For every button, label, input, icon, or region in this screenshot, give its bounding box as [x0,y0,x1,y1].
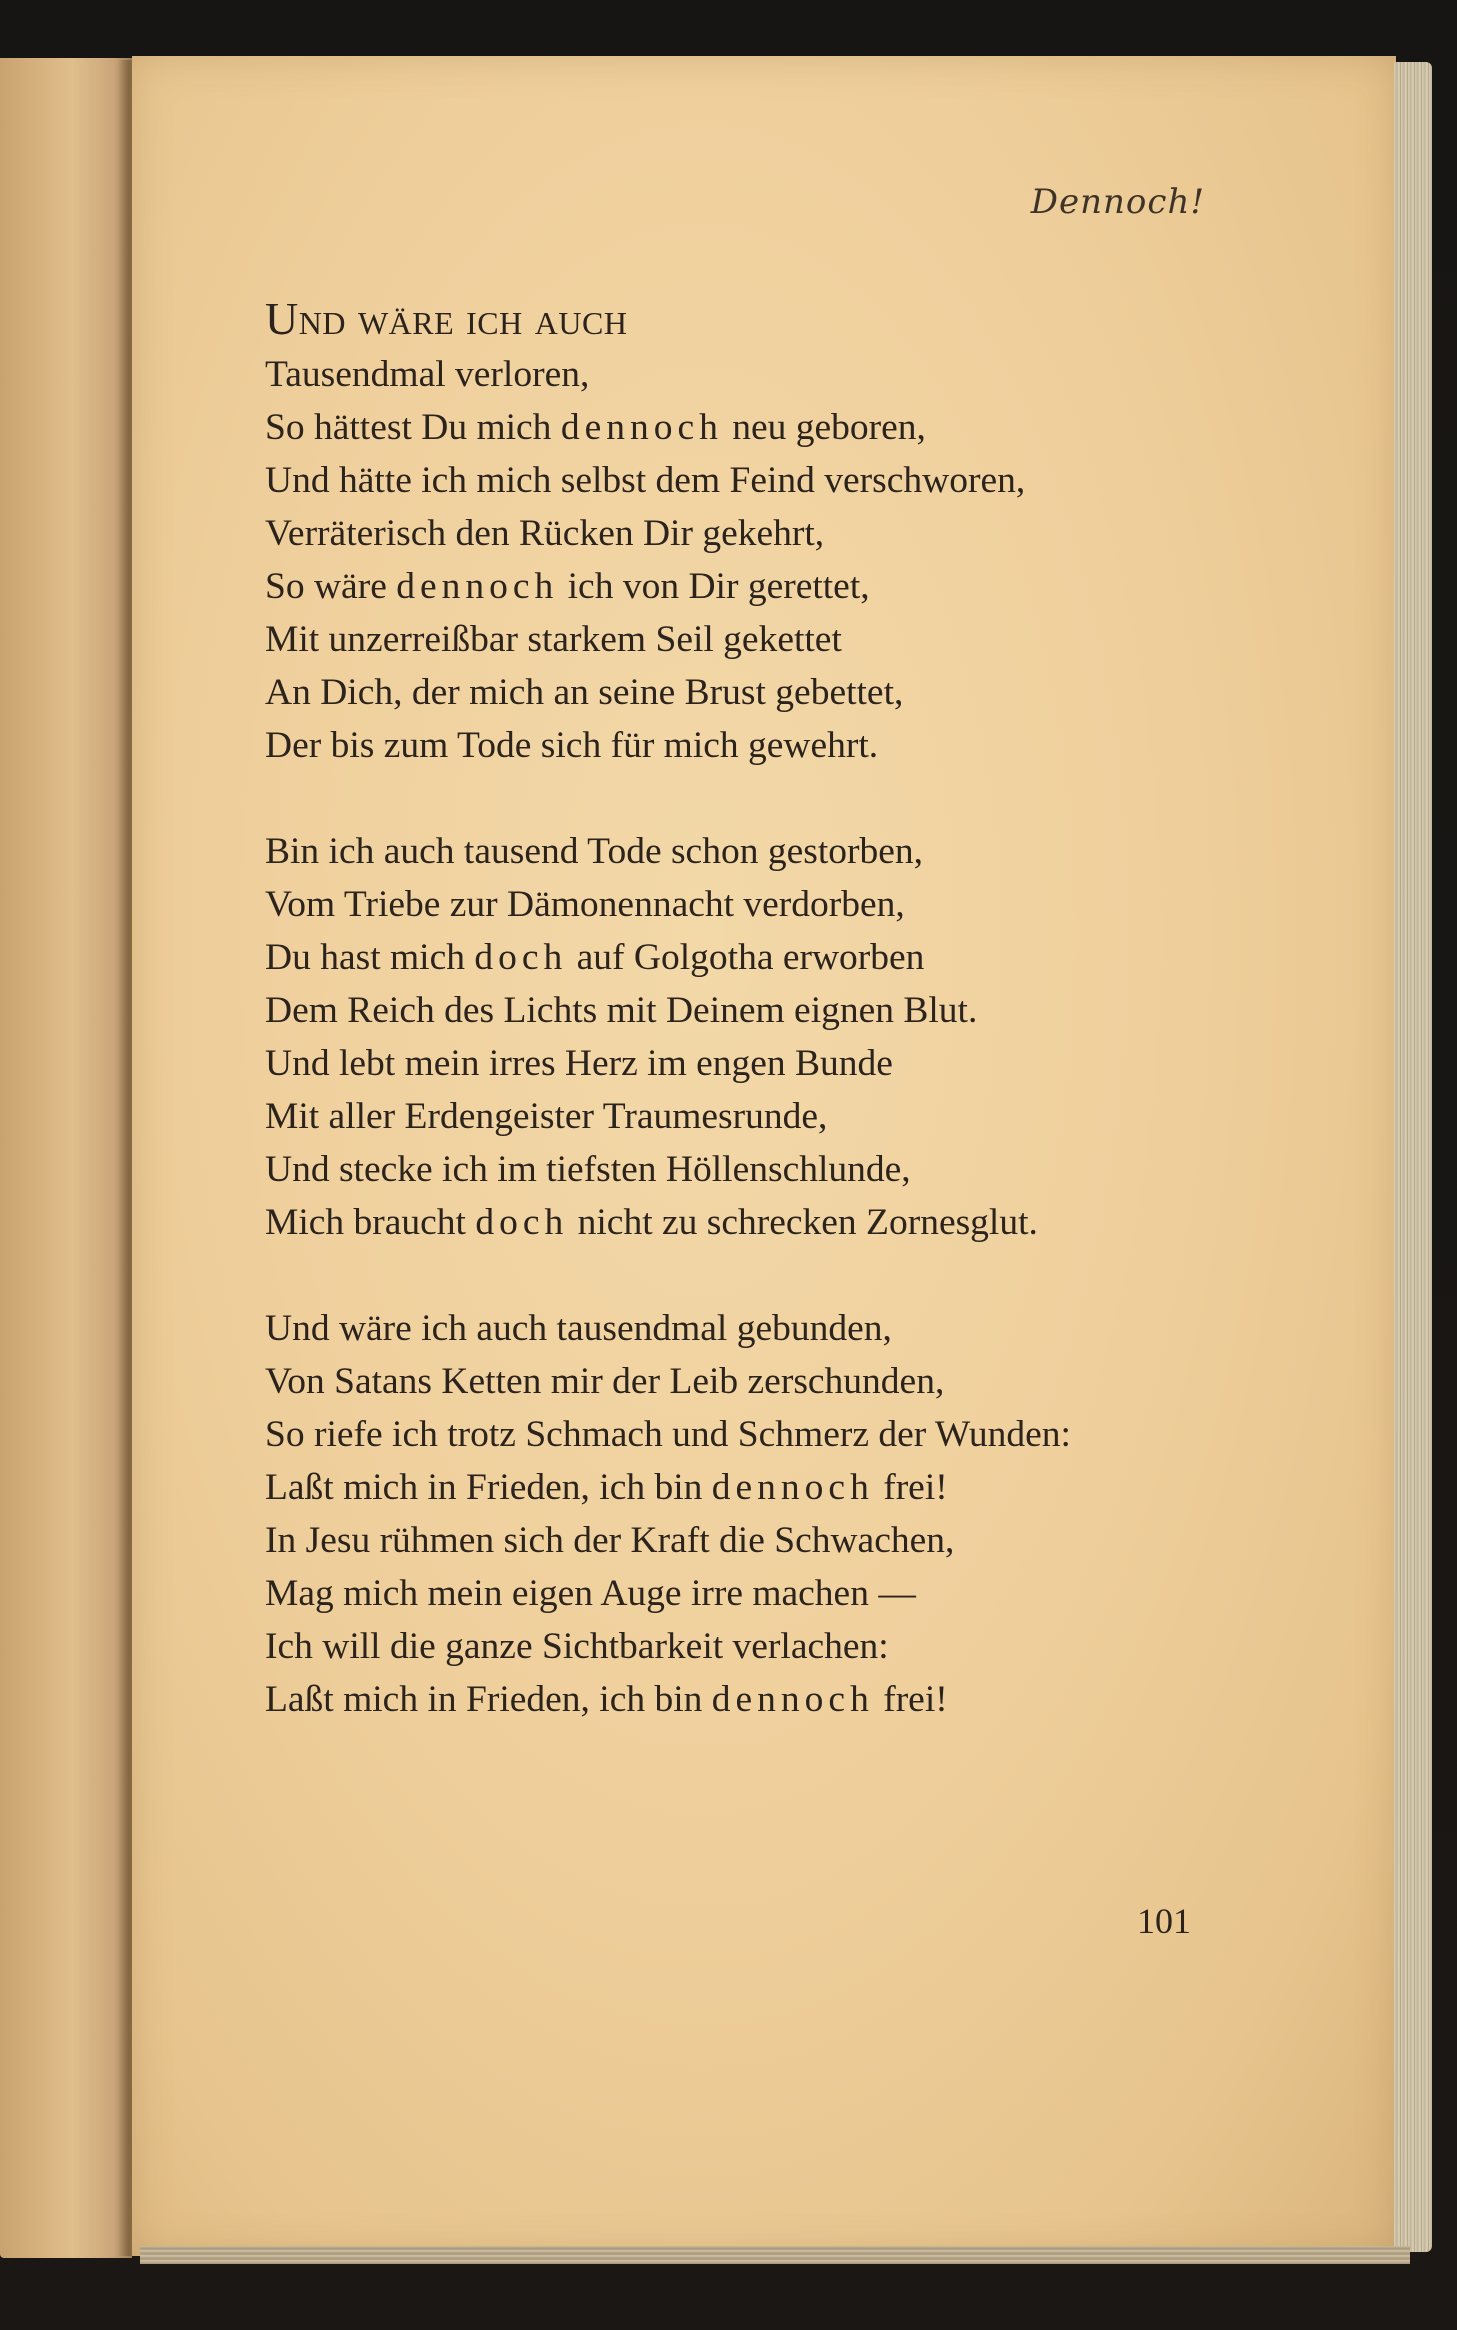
page-number: 101 [1137,1901,1191,1941]
poem-line: Mich braucht doch nicht zu schrecken Zornesglut. [265,1202,1038,1243]
poem-line: Ich will die ganze Sichtbarkeit verlachen: [265,1626,889,1667]
poem-line: So wäre dennoch ich von Dir gerettet, [265,566,870,607]
poem-line: Und hätte ich mich selbst dem Feind verschworen, [265,460,1026,501]
poem-line: Von Satans Ketten mir der Leib zerschunden, [265,1361,945,1402]
poem-line: So riefe ich trotz Schmach und Schmerz der Wunden: [265,1414,1071,1455]
stanza-2 [265,825,1265,1249]
poem-line: Und lebt mein irres Herz im engen Bunde [265,1043,893,1084]
stanza-3 [265,1302,1265,1726]
poem [265,290,1265,1726]
poem-line: Mit unzerreißbar starkem Seil gekettet [265,619,842,660]
poem-line: Und stecke ich im tiefsten Höllenschlunde, [265,1149,911,1190]
poem-line: Du hast mich doch auf Golgotha erworben [265,937,925,978]
poem-line: Mag mich mein eigen Auge irre machen — [265,1573,916,1614]
poem-line: So hättest Du mich dennoch neu geboren, [265,407,926,448]
page-edge-stack [1394,62,1432,2252]
running-head: Dennoch! [1030,182,1205,222]
poem-line: Bin ich auch tausend Tode schon gestorben, [265,831,923,872]
poem-line: Dem Reich des Lichts mit Deinem eignen Blut. [265,990,978,1031]
poem-line: Laßt mich in Frieden, ich bin dennoch frei! [265,1467,948,1508]
poem-line: Vom Triebe zur Dämonennacht verdorben, [265,884,905,925]
left-page-fragment [0,58,132,2258]
poem-line: Mit aller Erdengeister Traumesrunde, [265,1096,828,1137]
stanza-1 [265,348,1265,772]
poem-title-line: Und wäre ich auch [265,293,628,344]
poem-line: Verräterisch den Rücken Dir gekehrt, [265,513,825,554]
poem-line: Der bis zum Tode sich für mich gewehrt. [265,725,879,766]
poem-line: Laßt mich in Frieden, ich bin dennoch frei! [265,1679,948,1720]
poem-line: Tausendmal verloren, [265,354,590,395]
poem-line: An Dich, der mich an seine Brust gebettet, [265,672,904,713]
page-bottom-edge [140,2246,1410,2264]
poem-line: In Jesu rühmen sich der Kraft die Schwachen, [265,1520,955,1561]
poem-line: Und wäre ich auch tausendmal gebunden, [265,1308,892,1349]
